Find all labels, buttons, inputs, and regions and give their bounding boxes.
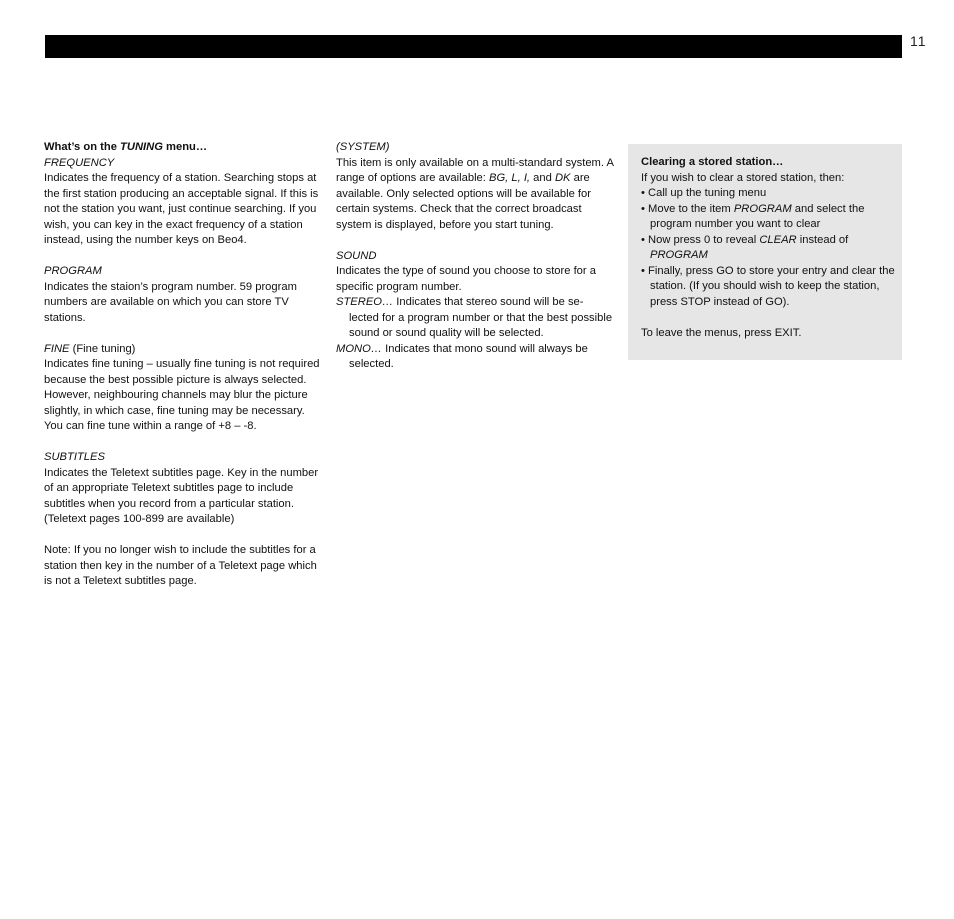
exit-instruction: To leave the menus, press EXIT. [641, 326, 802, 339]
stereo-item: STEREO… Indicates that stereo sound will be se- lected for a program number or that the best possible sound or sound quality will be selected. [336, 296, 613, 339]
frequency-text: Indicates the frequency of a station. Searching stops at the first station producing an acceptable signal. If this is not the station you want, just continue searching. If you wish, you can key in the exact frequency of a station instead, using the number keys on Beo4. [44, 172, 319, 246]
program-label: PROGRAM [44, 265, 102, 277]
clearing-heading: Clearing a stored station… [641, 156, 784, 168]
bullet-item: • Call up the tuning menu [641, 187, 767, 199]
program-text: Indicates the staion’s program number. 59 program numbers are available on which you can store TV stations. [44, 280, 297, 324]
subtitles-label: SUBTITLES [44, 451, 105, 463]
bullet-item: • Now press 0 to reveal CLEAR instead of PROGRAM [641, 233, 849, 261]
sound-text: Indicates the type of sound you choose to store for a specific program number. [336, 265, 596, 293]
frequency-label: FREQUENCY [44, 156, 115, 169]
fine-text: Indicates fine tuning – usually fine tuning is not required because the best possible picture is always selected. However, neighbouring channels may blur the picture slightly, in which case, fine tuning may be necessary. You can fine tune within a range of +8 – -8. [44, 358, 320, 432]
bullet-item: • Move to the item PROGRAM and select the program number you want to clear [641, 202, 865, 230]
subtitles-text: Indicates the Teletext subtitles page. Key in the number of an appropriate Teletext subtitles page to include subtitles when you record from a particular station. (Teletext pages 100-899 are available) [44, 466, 319, 525]
page-number: 11 [910, 33, 927, 49]
column-system-sound [336, 140, 616, 373]
mono-item: MONO… Indicates that mono sound will always be selected. [336, 342, 588, 370]
system-text: This item is only available on a multi-standard system. A range of options are available: BG, L, I, and DK are available. Only selected options will be available for certain systems. Check that the correct broadcast system is displayed, before you start tuning. [336, 156, 614, 231]
system-label: (SYSTEM) [336, 141, 390, 153]
column-clearing-station [641, 155, 899, 341]
sound-label: SOUND [336, 249, 377, 262]
section-heading: What’s on the TUNING menu… [44, 141, 208, 153]
fine-label: FINE (Fine tuning) [44, 342, 136, 355]
column-tuning-menu [44, 140, 322, 590]
bullet-item: • Finally, press GO to store your entry and clear the station. (If you should wish to keep the station, press STOP instead of GO). [641, 264, 895, 308]
header-bar [45, 35, 902, 58]
note-text: Note: If you no longer wish to include the subtitles for a station then key in the number of a Teletext page which is not a Teletext subtitles page. [44, 544, 317, 587]
clearing-intro: If you wish to clear a stored station, then: [641, 171, 845, 184]
